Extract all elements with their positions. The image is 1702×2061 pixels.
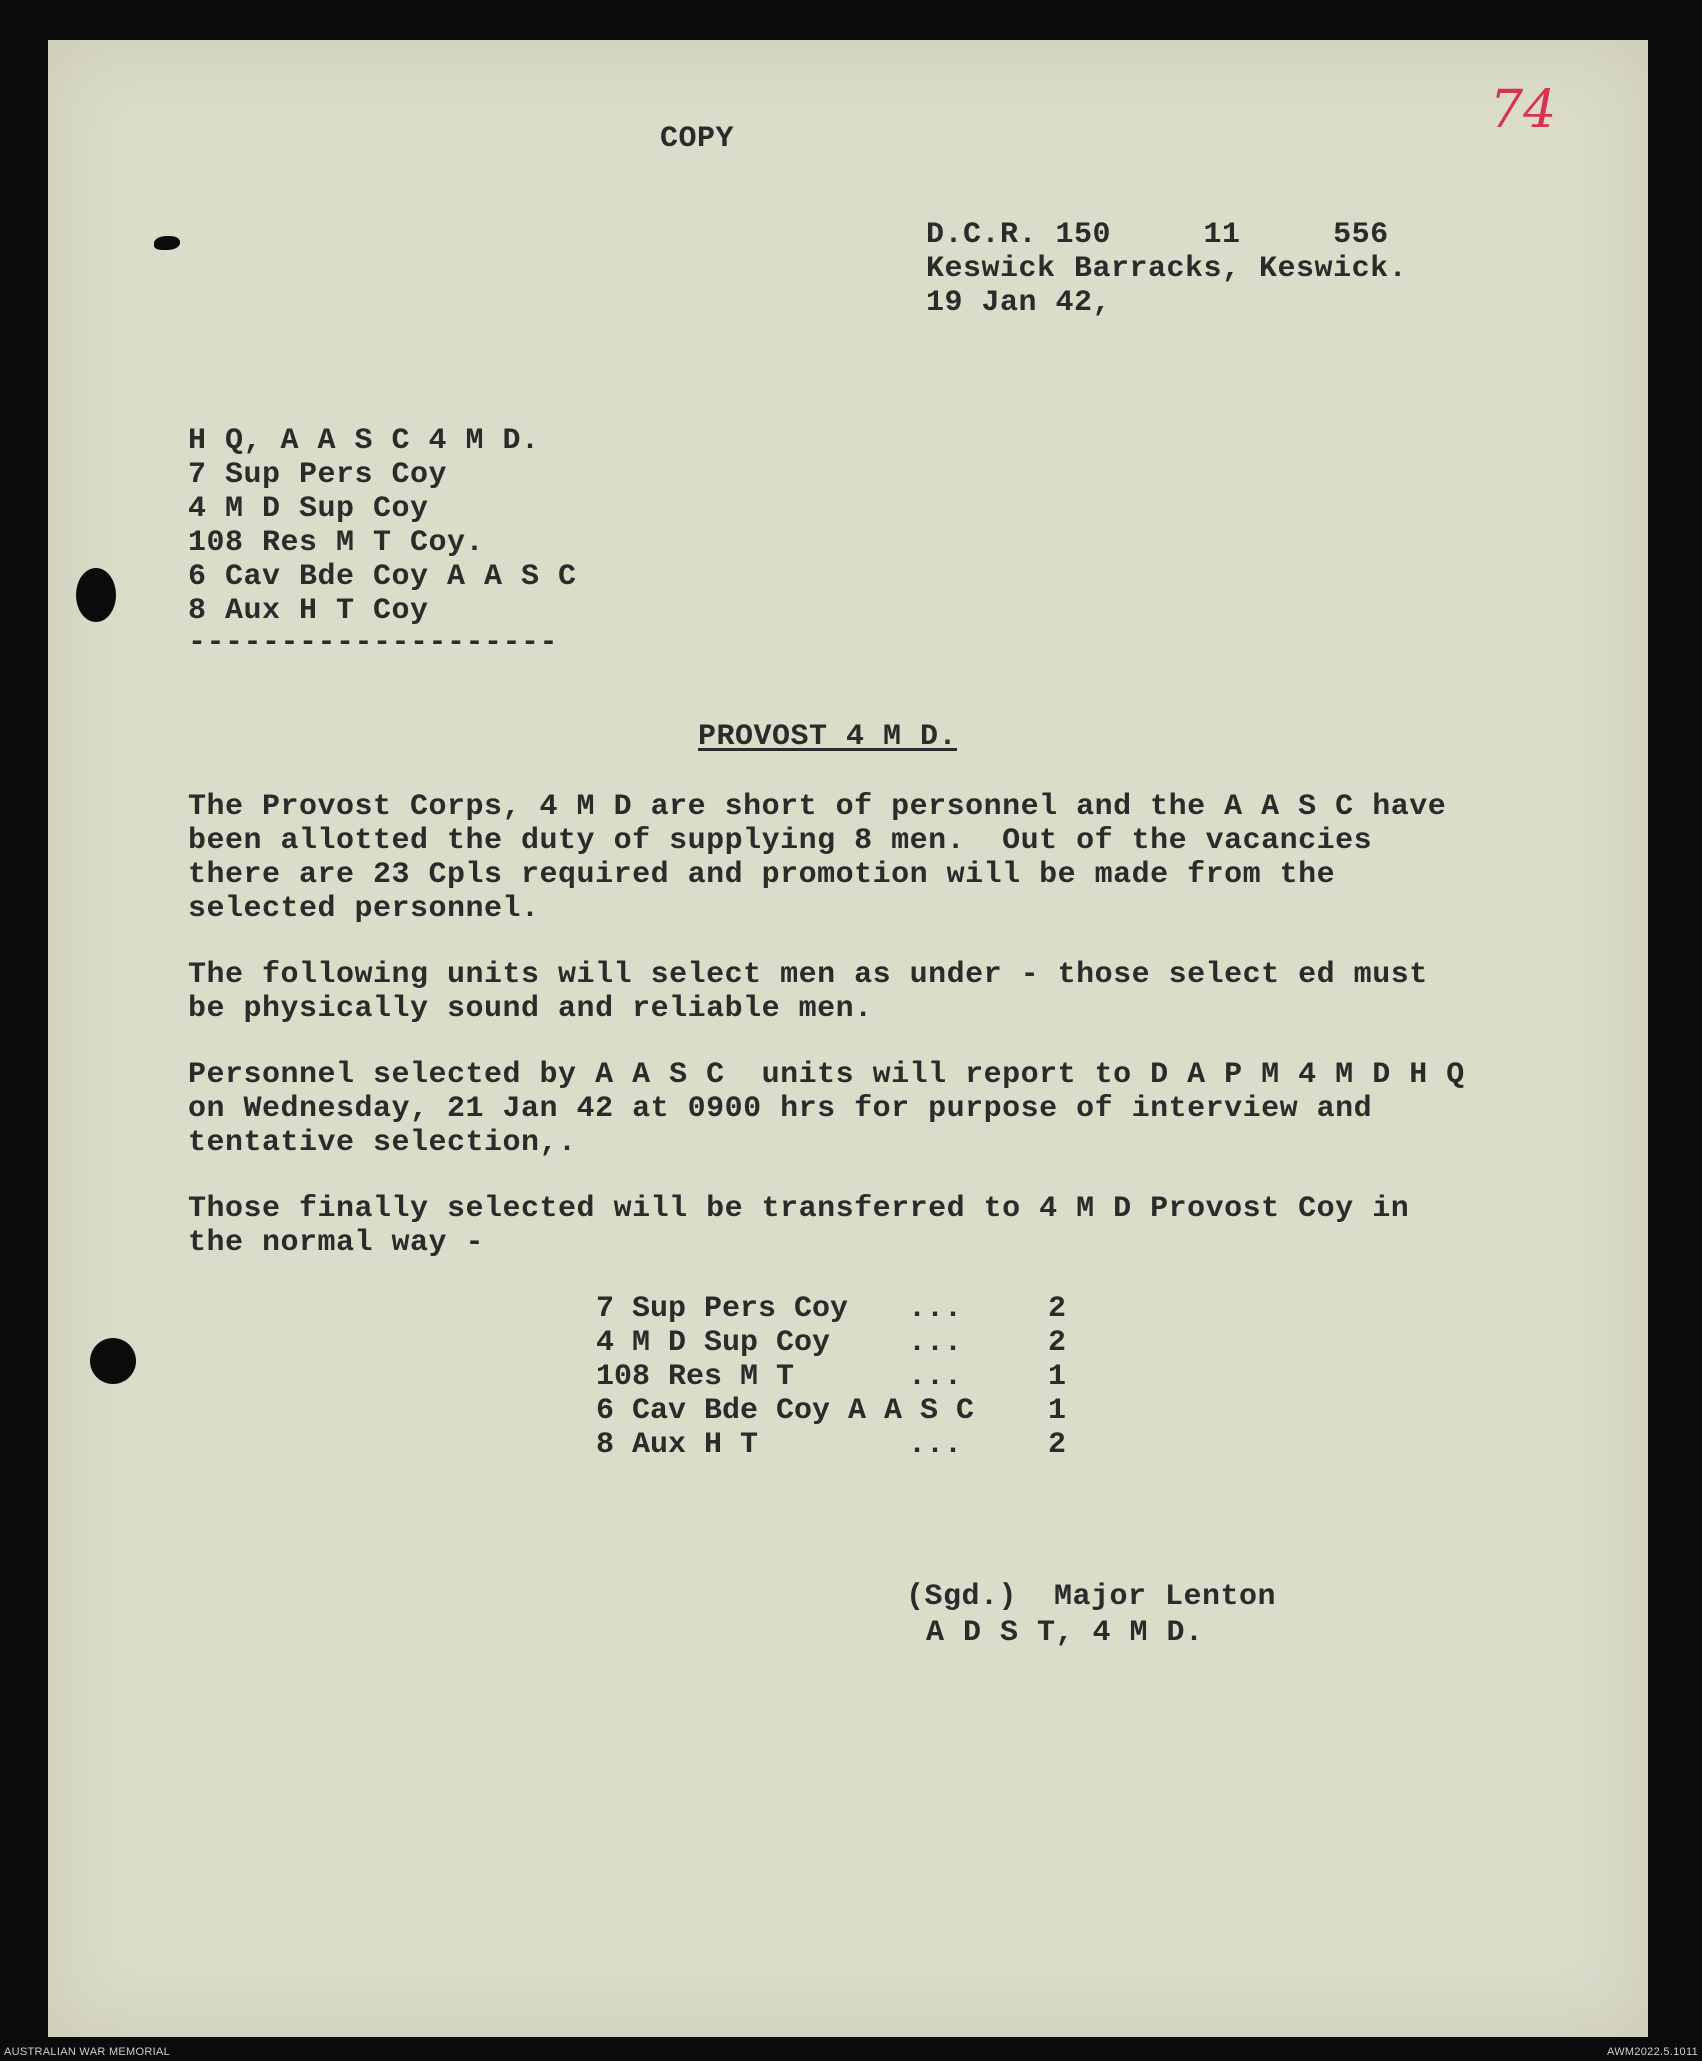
men-count: 1 <box>1048 1394 1067 1428</box>
unit-name: 8 Aux H T <box>596 1428 759 1462</box>
addressee-divider: -------------------- <box>188 626 559 660</box>
paper-tear-mark <box>154 236 180 250</box>
addressee-line: H Q, A A S C 4 M D. <box>188 424 540 458</box>
archive-credit: AUSTRALIAN WAR MEMORIAL <box>4 2046 171 2058</box>
signature-line: (Sgd.) Major Lenton <box>906 1580 1277 1614</box>
addressee-line: 7 Sup Pers Coy <box>188 458 448 492</box>
unit-name: 6 Cav Bde Coy A A S C <box>596 1394 975 1428</box>
reference-number: D.C.R. 150 11 556 <box>926 218 1389 252</box>
unit-name: 4 M D Sup Coy <box>596 1326 831 1360</box>
punch-hole <box>90 1338 136 1384</box>
unit-name: 108 Res M T <box>596 1360 795 1394</box>
addressee-line: 6 Cav Bde Coy A A S C <box>188 560 577 594</box>
leader-dots: ... <box>908 1360 963 1394</box>
folio-number: 74 <box>1490 80 1557 140</box>
men-count: 2 <box>1048 1428 1067 1462</box>
leader-dots: ... <box>908 1292 963 1326</box>
addressee-line: 4 M D Sup Coy <box>188 492 429 526</box>
subject-heading: PROVOST 4 M D. <box>698 720 958 754</box>
archive-reference: AWM2022.5.1011 <box>1606 2046 1698 2058</box>
copy-heading: COPY <box>660 122 735 156</box>
men-count: 2 <box>1048 1326 1067 1360</box>
unit-name: 7 Sup Pers Coy <box>596 1292 849 1326</box>
addressee-line: 8 Aux H T Coy <box>188 594 429 628</box>
paragraph-2: The following units will select men as under - those select ed must be physically sound and reliable men. <box>188 958 1428 1026</box>
date-line: 19 Jan 42, <box>926 286 1112 320</box>
leader-dots: ... <box>908 1428 963 1462</box>
signatory-title: A D S T, 4 M D. <box>926 1616 1204 1650</box>
paragraph-3: Personnel selected by A A S C units will report to D A P M 4 M D H Q on Wednesday, 21 Jan 42 at 0900 hrs for purpose of interview and tentative selection,. <box>188 1058 1465 1160</box>
addressee-line: 108 Res M T Coy. <box>188 526 485 560</box>
punch-hole <box>76 568 116 622</box>
location-line: Keswick Barracks, Keswick. <box>926 252 1408 286</box>
men-count: 1 <box>1048 1360 1067 1394</box>
paragraph-1: The Provost Corps, 4 M D are short of personnel and the A A S C have been allotted the duty of supplying 8 men. Out of the vacancies there are 23 Cpls required and promotion will be made from the selected personnel. <box>188 790 1447 926</box>
document-page <box>48 40 1648 2037</box>
leader-dots: ... <box>908 1326 963 1360</box>
men-count: 2 <box>1048 1292 1067 1326</box>
paragraph-4: Those finally selected will be transferred to 4 M D Provost Coy in the normal way - <box>188 1192 1410 1260</box>
